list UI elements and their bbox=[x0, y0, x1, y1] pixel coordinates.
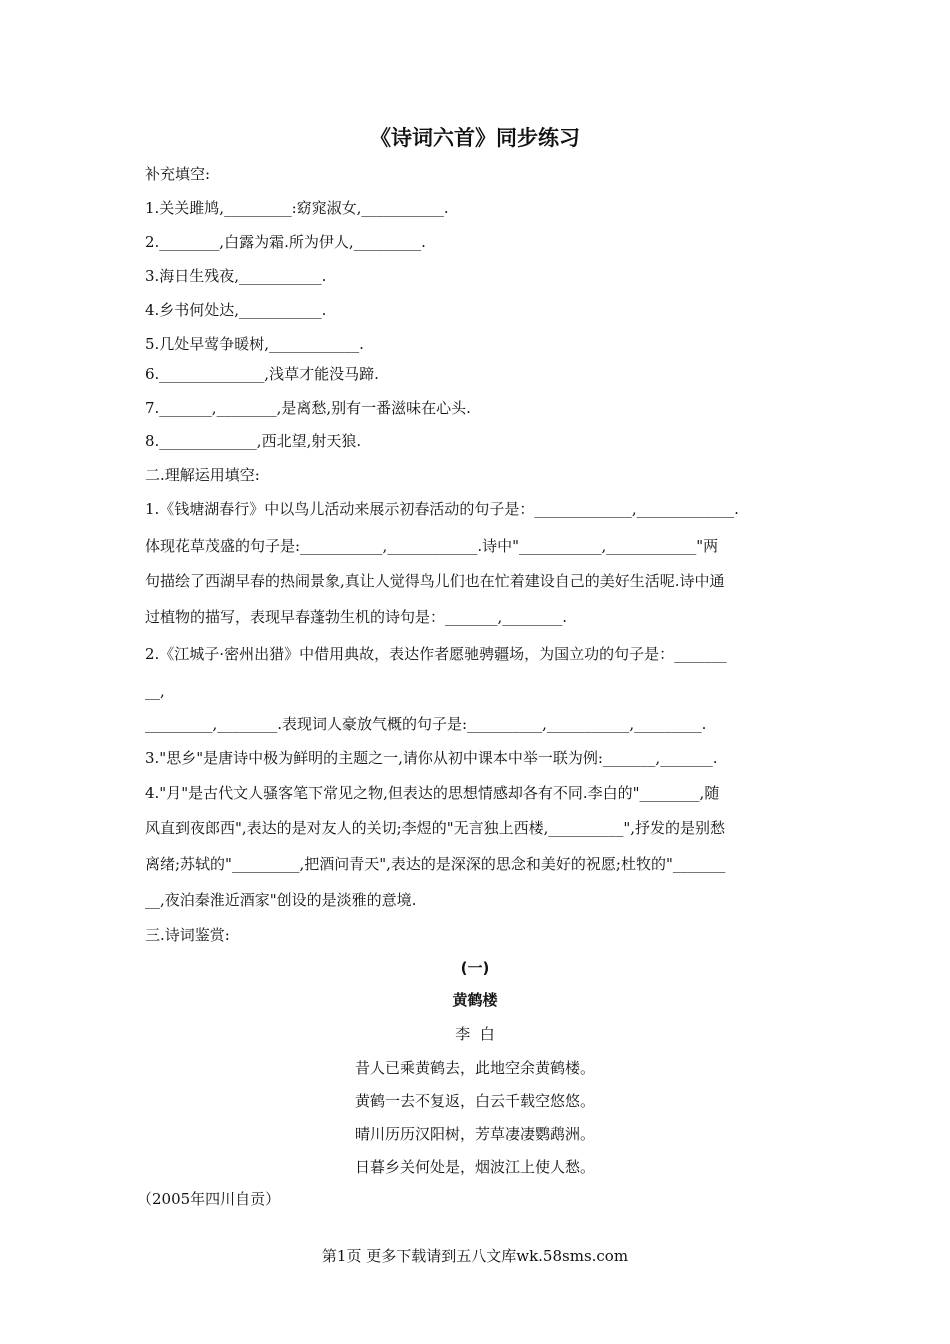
poem-title: 黄鹤楼 bbox=[452, 991, 498, 1009]
fill-item-8: 8._____________,西北望,射天狼. bbox=[145, 432, 362, 450]
section2-line-11: 离绪;苏轼的"_________,把酒问青天",表达的是深深的思念和美好的祝愿;杜牧的"_______ bbox=[145, 855, 726, 873]
section2-line-9: 4."月"是古代文人骚客笔下常见之物,但表达的思想情感却各有不同.李白的"________,随 bbox=[145, 784, 720, 802]
fill-item-5: 5.几处早莺争暖树,____________. bbox=[145, 335, 364, 353]
section2-line-7: _________,________.表现词人豪放气概的句子是:__________,___________,_________. bbox=[145, 715, 707, 733]
section2-line-3: 句描绘了西湖早春的热闹景象,真让人觉得鸟儿们也在忙着建设自己的美好生活呢.诗中通 bbox=[145, 572, 725, 590]
fill-item-4: 4.乡书何处达,___________. bbox=[145, 301, 327, 319]
section2-line-12: __,夜泊秦淮近酒家"创设的是淡雅的意境. bbox=[145, 891, 417, 909]
section2-line-6: __, bbox=[145, 682, 165, 700]
section2-line-5: 2.《江城子·密州出猎》中借用典故，表达作者愿驰骋疆场，为国立功的句子是：_______ bbox=[145, 645, 727, 663]
poem-verse-1: 昔人已乘黄鹤去，此地空余黄鹤楼。 bbox=[354, 1059, 595, 1077]
poem-verse-2: 黄鹤一去不复返，白云千载空悠悠。 bbox=[354, 1092, 595, 1110]
poem-source: （2005年四川自贡） bbox=[137, 1190, 281, 1208]
section2-line-10: 风直到夜郎西",表达的是对友人的关切;李煜的"无言独上西楼,__________",抒发的是别愁 bbox=[145, 819, 726, 837]
page-title: 《诗词六首》同步练习 bbox=[370, 126, 580, 150]
poem-verse-3: 晴川历历汉阳树，芳草凄凄鹦鹉洲。 bbox=[354, 1125, 595, 1143]
poem-verse-4: 日暮乡关何处是，烟波江上使人愁。 bbox=[354, 1158, 595, 1176]
poem-author: 李 白 bbox=[455, 1025, 495, 1043]
section2-line-4: 过植物的描写，表现早春蓬勃生机的诗句是：_______,________. bbox=[145, 608, 568, 626]
section1-heading: 补充填空: bbox=[145, 165, 211, 183]
section2-line-2: 体现花草茂盛的句子是:___________,____________.诗中"___________,____________"两 bbox=[145, 537, 719, 555]
section3-heading: 三.诗词鉴赏: bbox=[145, 926, 230, 944]
fill-item-1: 1.关关雎鸠,_________:窈窕淑女,___________. bbox=[145, 199, 449, 217]
fill-item-2: 2.________,白露为霜.所为伊人,_________. bbox=[145, 233, 426, 251]
fill-item-7: 7._______,________,是离愁,别有一番滋味在心头. bbox=[145, 399, 471, 417]
poem-part-label: (一) bbox=[460, 959, 490, 977]
fill-item-3: 3.海日生残夜,___________. bbox=[145, 267, 327, 285]
section2-line-8: 3."思乡"是唐诗中极为鲜明的主题之一,请你从初中课本中举一联为例:_______,_______. bbox=[145, 749, 718, 767]
section2-line-1: 1.《钱塘湖春行》中以鸟儿活动来展示初春活动的句子是：_____________,_____________. bbox=[145, 500, 739, 518]
fill-item-6: 6.______________,浅草才能没马蹄. bbox=[145, 365, 379, 383]
page-footer: 第1页 更多下载请到五八文库wk.58sms.com bbox=[321, 1247, 629, 1265]
section2-heading: 二.理解运用填空: bbox=[145, 466, 260, 484]
